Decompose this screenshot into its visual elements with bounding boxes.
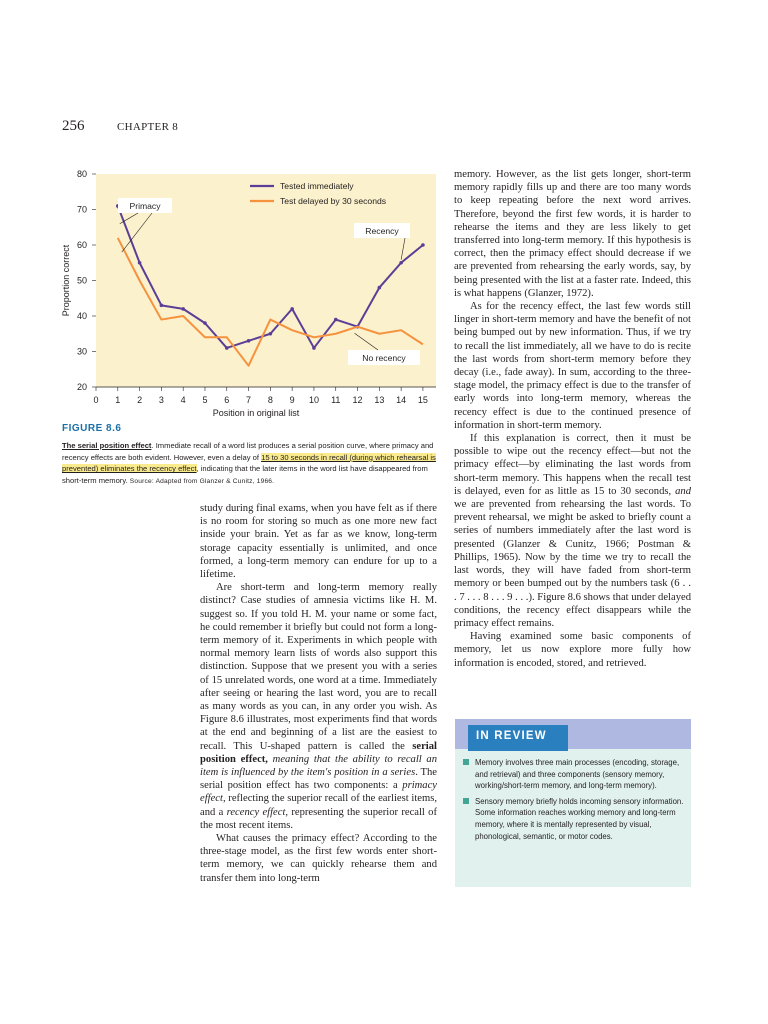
text-run: we are prevented from rehearsing the last words. To prevent rehearsal, we might be asked to briefly count a series of numbers immediately after the last word is presented (Glanzer & Cunitz, 1966; Postman & Phillips, 1965). Now by the time we try to recall the last words, they will have faded from short-term memory or been bumped out by the numbers task (6 . . . 7 . . . 8 . . . 9 . . .). Figure 8.6 shows that under delayed conditions, the recency effect disappears while the primacy effect remains. <box>454 499 691 629</box>
italic-text: and <box>675 485 691 497</box>
italic-text: recency effect <box>226 806 286 818</box>
review-item-text: Sensory memory briefly holds incoming sensory information. Some information reaches working memory and long-term memory, where it is mentally represented by visual, phonological, semantic, or motor codes. <box>475 796 684 841</box>
in-review-title: IN REVIEW <box>476 730 547 742</box>
caption-highlight: 15 to 30 seconds in recall (during which rehearsal is prevented) eliminates the recency effect <box>62 452 436 474</box>
text-run: As for the recency effect, the last few words still linger in short-term memory and have the benefit of not being bumped out by new information. Thus, if we try to recall the list immediately, all we have to do is recite the last words from short-term memory before they decay (i.e., fade away). In sum, according to the three-stage model, the primacy effect is due to the transfer of early words into long-term memory, whereas the recency effect is due to the continued presence of information in short-term memory. <box>454 301 691 431</box>
bold-term: serial position effect, <box>200 740 437 765</box>
no-recency-annotation-label: No recency <box>362 353 406 363</box>
series-point-immediate <box>421 243 425 247</box>
series-point-immediate <box>247 339 251 343</box>
caption-title: The serial position effect <box>62 441 152 450</box>
text-run: What causes the primacy effect? According to the three-stage model, as the first few words enter short-term memory, we can quickly rehearse them and transfer them into long-term <box>200 833 437 884</box>
bullet-square-icon <box>463 759 469 765</box>
paragraph <box>200 581 437 832</box>
x-tick-label: 5 <box>202 395 208 405</box>
x-tick-label: 1 <box>115 395 121 405</box>
y-tick-label: 50 <box>76 275 87 286</box>
text-run: Having examined some basic components of memory, let us now explore more fully how information is encoded, stored, and retrieved. <box>454 631 691 669</box>
serial-position-chart <box>60 160 445 422</box>
text-run: , reflecting the superior recall of the earliest items, and a <box>200 793 437 818</box>
legend-label: Test delayed by 30 seconds <box>280 196 387 206</box>
figure-8-6 <box>60 160 445 432</box>
x-tick-label: 10 <box>308 395 319 405</box>
x-tick-label: 9 <box>289 395 295 405</box>
italic-text: meaning that the ability to recall an item is influenced by the item's position in a series <box>200 753 438 779</box>
bullet-square-icon <box>463 798 469 804</box>
text-run: Are short-term and long-term memory really distinct? Case studies of amnesia victims like H. M. suggest so. If you told H. M. your name or some fact, he could remember it briefly but could not form a long-term memory of it. Experiments in which people with normal memory learn lists of words also support this distinction. Suppose that we present you with a series of 15 unrelated words, one word at a time. Immediately after seeing or hearing the last word, you are to recall as many words as you can, in any order you wish. As Figure 8.6 illustrates, most experiments find that words at the end and beginning of a list are the easiest to recall. This U-shaped pattern is called the <box>200 582 437 752</box>
text-run: study during final exams, when you have felt as if there is no room for storing so much as one more new fact inside your brain. Yet as far as we know, long-term storage capacity essentially is unlimited, and once formed, a long-term memory can endure for up to a lifetime. <box>200 503 437 581</box>
y-tick-label: 80 <box>76 169 87 179</box>
y-axis-label: Proportion correct <box>61 244 71 317</box>
series-point-immediate <box>334 318 338 322</box>
y-tick-label: 60 <box>76 240 87 250</box>
page-number: 256 <box>62 118 85 134</box>
x-axis-label: Position in original list <box>212 408 300 418</box>
text-run: . The serial position effect has two components: a <box>200 767 437 792</box>
x-tick-label: 0 <box>93 395 99 405</box>
in-review-header <box>455 719 691 749</box>
caption-text-1: . Immediate recall of a word list produces a serial position curve, where primacy and recency effects are both evident. However, even a delay of <box>62 441 434 462</box>
x-tick-label: 7 <box>246 395 252 405</box>
x-tick-label: 11 <box>331 395 341 405</box>
x-tick-label: 13 <box>374 395 385 405</box>
series-point-immediate <box>203 321 207 325</box>
text-run: memory. However, as the list gets longer, short-term memory rapidly fills up and there are too many words to keep repeating before the next word arrives. Therefore, beyond the first few words, it is harder to rehearse the items and they are less likely to get transferred into long-term memory. If this hypothesis is correct, then the primacy effect should decrease if we are prevented from rehearsing the early words, say, by being presented with the list at a faster rate. Indeed, this is what happens (Glanzer, 1972). <box>454 169 691 299</box>
paragraph <box>454 168 691 300</box>
series-point-immediate <box>378 286 382 290</box>
chapter-title: CHAPTER 8 <box>117 121 179 133</box>
paragraph <box>200 832 437 885</box>
x-tick-label: 12 <box>352 395 363 405</box>
recency-annotation-label: Recency <box>365 226 399 236</box>
in-review-list <box>463 757 685 846</box>
x-tick-label: 4 <box>180 395 186 405</box>
in-review-box <box>455 719 691 887</box>
paragraph <box>454 630 691 670</box>
series-point-immediate <box>138 261 142 265</box>
caption-source: Source: Adapted from Glanzer & Cunitz, 1966. <box>129 477 275 485</box>
caption-text-2: , indicating that the later items in the word list have disappeared from short-term memory. <box>62 464 428 485</box>
x-tick-label: 2 <box>137 395 143 405</box>
y-tick-label: 70 <box>76 204 87 215</box>
review-item-text: Memory involves three main processes (encoding, storage, and retrieval) and three components (sensory memory, working/short-term memory, and long-term memory). <box>475 758 680 791</box>
series-point-immediate <box>290 307 294 311</box>
text-run: , representing the superior recall of the most recent items. <box>200 806 437 831</box>
figure-label: FIGURE 8.6 <box>62 423 122 434</box>
primacy-annotation-label: Primacy <box>129 201 161 211</box>
figure-caption <box>62 440 440 487</box>
x-tick-label: 15 <box>417 395 428 405</box>
x-tick-label: 3 <box>158 395 164 405</box>
series-point-immediate <box>181 307 185 311</box>
paragraph <box>200 502 437 581</box>
review-item <box>463 757 685 792</box>
legend-label: Tested immediately <box>280 181 354 191</box>
series-point-immediate <box>225 346 229 350</box>
in-review-tab <box>468 725 568 751</box>
x-tick-label: 6 <box>224 395 230 405</box>
text-run: If this explanation is correct, then it must be possible to wipe out the recency effect—but not the primacy effect—by eliminating the last words from short-term memory. This happens when the recall test is delayed, even for as little as 15 to 30 seconds, <box>454 433 691 497</box>
paragraph <box>454 300 691 432</box>
x-tick-label: 8 <box>267 395 273 405</box>
y-tick-label: 30 <box>76 346 87 357</box>
series-point-immediate <box>399 261 403 265</box>
review-item <box>463 796 685 842</box>
body-column-right <box>454 168 691 670</box>
italic-text: primacy effect <box>200 780 437 805</box>
body-column-middle <box>200 502 437 885</box>
x-tick-label: 14 <box>396 395 407 405</box>
series-point-immediate <box>269 332 273 336</box>
y-tick-label: 40 <box>76 311 87 321</box>
paragraph <box>454 432 691 630</box>
series-point-immediate <box>160 304 164 308</box>
y-tick-label: 20 <box>76 382 87 392</box>
series-point-immediate <box>312 346 316 350</box>
